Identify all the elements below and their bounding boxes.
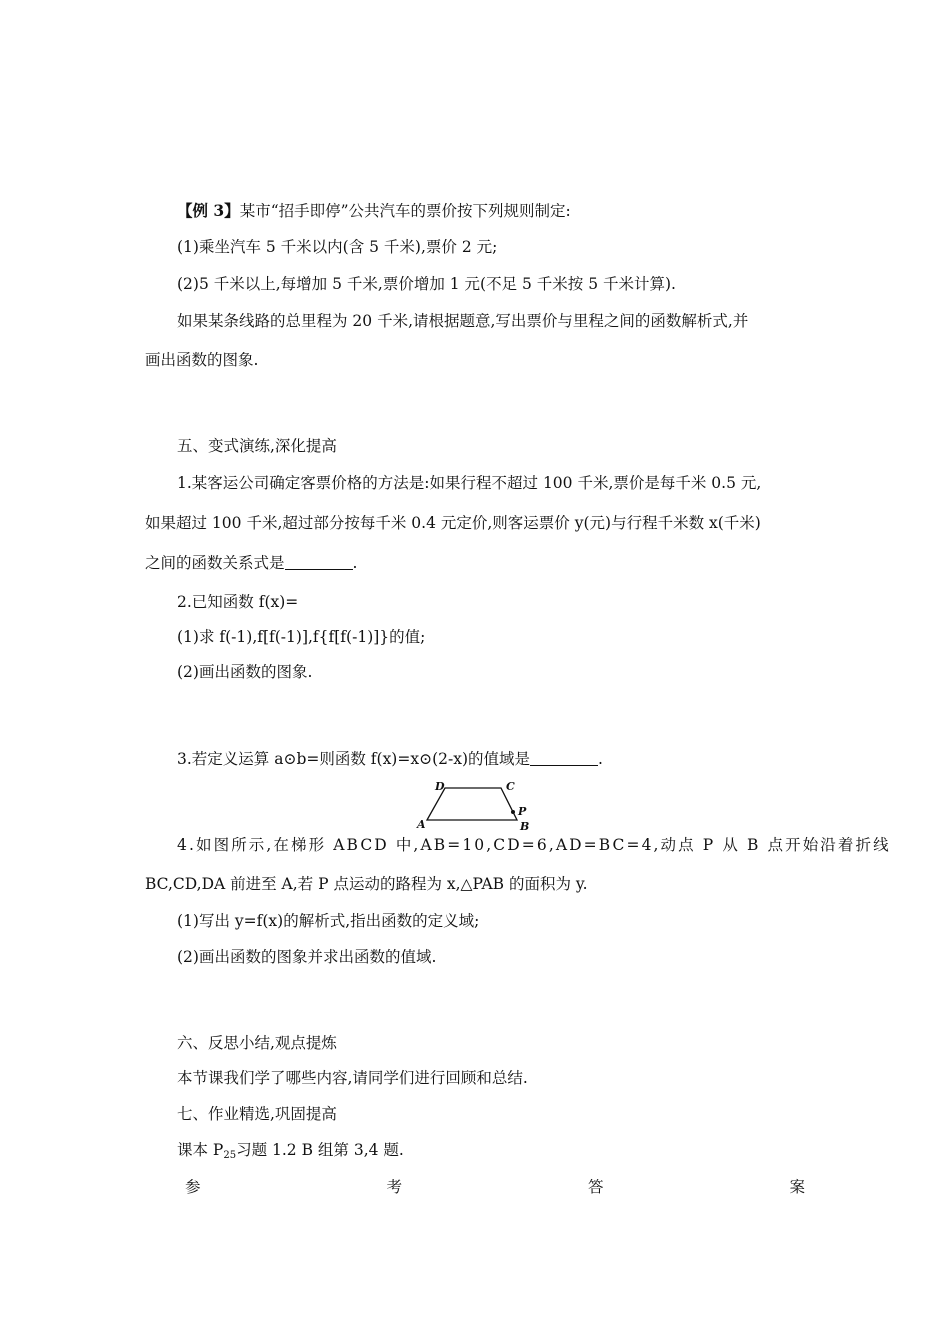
section-6-heading: 六、反思小结,观点提炼 — [177, 1034, 337, 1052]
q2-intro: 2.已知函数 f(x)= — [177, 593, 299, 611]
label-d: D — [435, 780, 445, 793]
answers-char-4: 案 — [789, 1178, 805, 1196]
q1-line-3-text: 之间的函数关系式是 — [145, 554, 285, 572]
example-question-line-1: 如果某条线路的总里程为 20 千米,请根据题意,写出票价与里程之间的函数解析式,并 — [177, 312, 749, 330]
q3-line — [177, 749, 603, 769]
section-6-text: 本节课我们学了哪些内容,请同学们进行回顾和总结. — [177, 1069, 528, 1087]
rule-1: (1)乘坐汽车 5 千米以内(含 5 千米),票价 2 元; — [177, 238, 498, 256]
answers-char-3: 答 — [587, 1178, 604, 1196]
q4-line-1: 4.如图所示,在梯形 ABCD 中,AB=10,CD=6,AD=BC=4,动点 P 从 B 点开始沿着折线 — [177, 836, 891, 854]
q1-line-3-end: . — [352, 554, 358, 572]
q3-text: 3.若定义运算 a⊙b=则函数 f(x)=x⊙(2-x)的值域是 — [177, 750, 531, 768]
example-question-line-2: 画出函数的图象. — [145, 351, 259, 369]
homework-prefix: 课本 P — [177, 1141, 224, 1159]
rule-2: (2)5 千米以上,每增加 5 千米,票价增加 1 元(不足 5 千米按 5 千米计算). — [177, 275, 676, 293]
point-p — [511, 810, 515, 814]
answers-heading — [185, 1177, 805, 1197]
answer-blank — [285, 555, 353, 570]
q1-line-2: 如果超过 100 千米,超过部分按每千米 0.4 元定价,则客运票价 y(元)与行程千米数 x(千米) — [145, 514, 761, 532]
label-b: B — [520, 820, 530, 830]
q3-end: . — [598, 750, 603, 768]
answer-blank — [530, 751, 598, 766]
homework-page-subscript: 25 — [223, 1150, 237, 1161]
label-p: P — [518, 805, 527, 818]
answers-char-2: 考 — [386, 1178, 402, 1196]
homework-suffix: 习题 1.2 B 组第 3,4 题. — [236, 1141, 404, 1159]
q2-part-2: (2)画出函数的图象. — [177, 663, 313, 681]
section-5-heading: 五、变式演练,深化提高 — [177, 437, 337, 455]
trapezoid-figure — [410, 774, 536, 830]
q1-line-3 — [145, 553, 357, 573]
example-3-title-line — [177, 201, 571, 221]
answers-char-1: 参 — [185, 1178, 201, 1196]
q1-line-1: 1.某客运公司确定客票价格的方法是:如果行程不超过 100 千米,票价是每千米 0.5 元, — [177, 474, 762, 492]
q4-part-2: (2)画出函数的图象并求出函数的值域. — [177, 948, 437, 966]
example-tag: 【例 3】 — [177, 201, 240, 220]
q4-line-2: BC,CD,DA 前进至 A,若 P 点运动的路程为 x,△PAB 的面积为 y. — [145, 875, 588, 893]
q4-part-1: (1)写出 y=f(x)的解析式,指出函数的定义域; — [177, 912, 480, 930]
homework-line — [177, 1140, 404, 1166]
label-c: C — [506, 780, 515, 793]
example-title: 某市“招手即停”公共汽车的票价按下列规则制定: — [239, 202, 571, 220]
q2-part-1: (1)求 f(-1),f[f(-1)],f{f[f(-1)]}的值; — [177, 628, 426, 646]
section-7-heading: 七、作业精选,巩固提高 — [177, 1105, 337, 1123]
label-a: A — [417, 818, 426, 830]
